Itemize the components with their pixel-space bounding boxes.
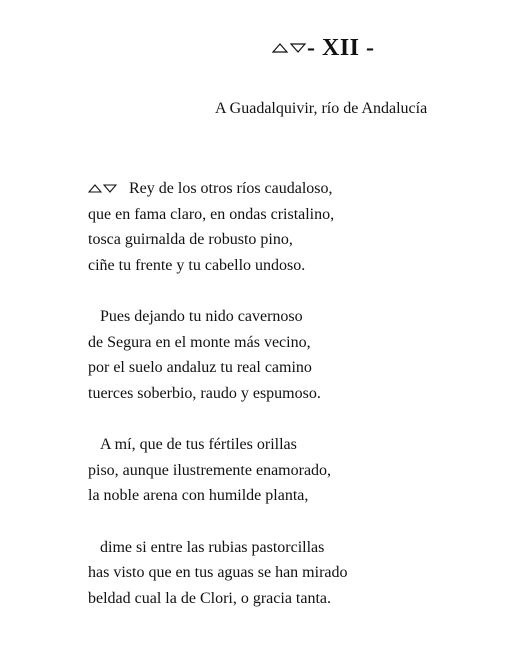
poem-line: tuerces soberbio, raudo y espumoso. xyxy=(88,384,321,402)
poem-line-text: Rey de los otros ríos caudaloso, xyxy=(129,180,333,197)
poem-line: has visto que en tus aguas se han mirado xyxy=(88,564,348,581)
stanza-3 xyxy=(88,432,508,509)
poem-line xyxy=(88,176,508,202)
stanza-nav xyxy=(88,184,117,193)
poem-line: beldad cual la de Clori, o gracia tanta. xyxy=(88,589,332,607)
poem-line: ciñe tu frente y tu cabello undoso. xyxy=(88,256,306,274)
poem-line: de Segura en el monte más vecino, xyxy=(88,333,311,351)
poem-line: la noble arena con humilde planta, xyxy=(88,487,309,504)
poem-title: - XII - xyxy=(307,34,375,61)
poem-line: por el suelo andaluz tu real camino xyxy=(88,359,312,376)
poem-line: A mí, que de tus fértiles orillas xyxy=(100,436,297,453)
poem-line: Pues dejando tu nido cavernoso xyxy=(100,308,303,325)
poem-body xyxy=(88,176,508,637)
poem-line: que en fama claro, en ondas cristalino, xyxy=(88,205,335,223)
previous-stanza-arrow-icon[interactable] xyxy=(88,184,102,193)
poem-heading xyxy=(272,30,375,66)
poem-line: piso, aunque ilustremente enamorado, xyxy=(88,461,332,479)
stanza-4 xyxy=(88,535,508,612)
poem-line: dime si entre las rubias pastorcillas xyxy=(100,538,325,556)
stanza-2 xyxy=(88,304,508,406)
heading-nav xyxy=(272,43,306,53)
stanza-1 xyxy=(88,176,508,278)
poem-line: tosca guirnalda de robusto pino, xyxy=(88,231,293,248)
poem-dedication: A Guadalquivir, río de Andalucía xyxy=(215,100,428,117)
next-stanza-arrow-icon[interactable] xyxy=(103,184,117,193)
next-poem-arrow-icon[interactable] xyxy=(290,43,306,53)
previous-poem-arrow-icon[interactable] xyxy=(272,43,288,53)
